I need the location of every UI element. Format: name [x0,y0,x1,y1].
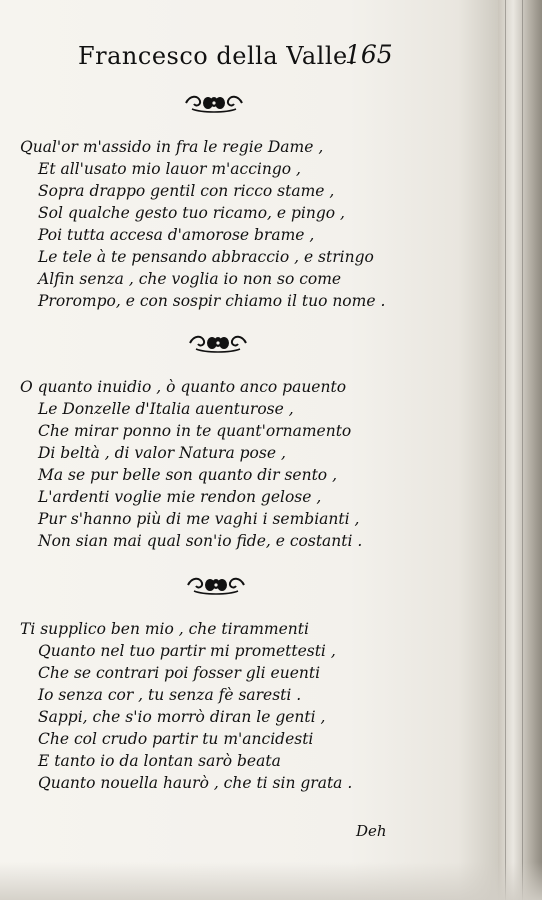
verse-line: Prorompo, e con sospir chiamo il tuo nome . [38,292,386,310]
verse-line: Che se contrari poi fosser gli euenti [38,664,321,682]
verse-line: Quanto nel tuo partir mi promettesti , [38,642,336,660]
verse-line: Che mirar ponno in te quant'ornamento [38,422,352,440]
catchword: Deh [356,822,387,840]
verse-line: Sol qualche gesto tuo ricamo, e pingo , [38,204,345,222]
verse-line: Qual'or m'assido in fra le regie Dame , [20,138,324,156]
verse-line: E tanto io da lontan sarò beata [38,752,281,770]
verse-line: Di beltà , di valor Natura pose , [38,444,286,462]
verse-line: Io senza cor , tu senza fè saresti . [38,686,302,704]
verse-line: Poi tutta accesa d'amorose brame , [38,226,315,244]
verse-line: Ma se pur belle son quanto dir sento , [38,466,337,484]
verse-line: Che col crudo partir tu m'ancidesti [38,730,314,748]
verse-line: Sappi, che s'io morrò diran le genti , [38,708,326,726]
verse-line: Alfin senza , che voglia io non so come [38,270,342,288]
verse-line: Sopra drappo gentil con ricco stame , [38,182,335,200]
verse-line: Non sian mai qual son'io fide, e costanti . [38,532,363,550]
verse-line: Et all'usato mio lauor m'accingo , [38,160,301,178]
fleuron-ornament-icon [182,92,246,114]
verse-line: O quanto inuidio , ò quanto anco pauento [20,378,347,396]
page-number: 165 [345,40,393,69]
page-bottom-shadow [0,862,542,900]
verse-line: L'ardenti voglie mie rendon gelose , [38,488,322,506]
verse-line: Pur s'hanno più di me vaghi i sembianti , [38,510,360,528]
running-head-title: Francesco della Valle. [78,42,356,70]
verse-line: Le Donzelle d'Italia auenturose , [38,400,294,418]
verse-line: Ti supplico ben mio , che tirammenti [20,620,309,638]
running-head [0,38,470,78]
fleuron-ornament-icon [186,332,250,354]
verse-line: Quanto nouella haurò , che ti sin grata . [38,774,353,792]
verse-line: Le tele à te pensando abbraccio , e stringo [38,248,374,266]
fleuron-ornament-icon [184,574,248,596]
